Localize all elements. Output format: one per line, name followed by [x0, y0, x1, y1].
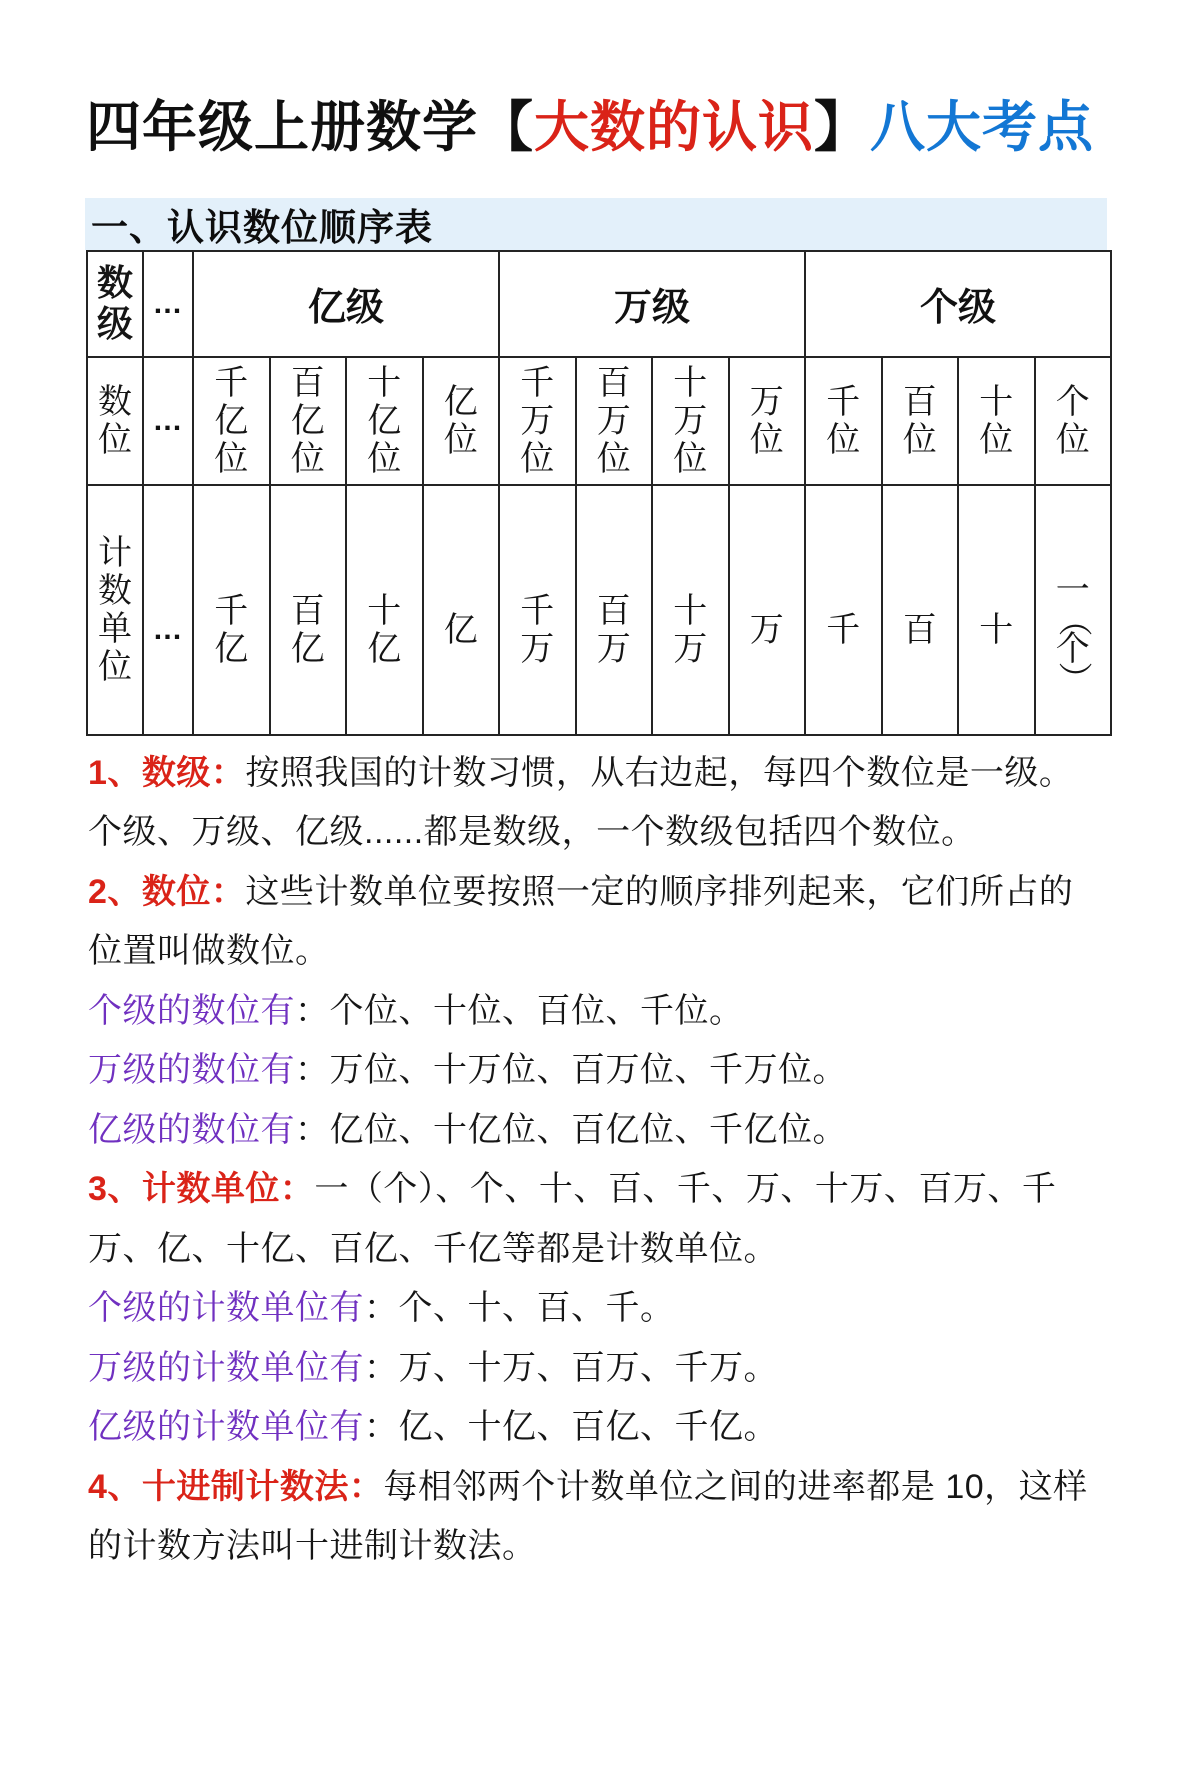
note-segment-normal: ：个、十、百、千。: [364, 1289, 675, 1328]
digit-place-cell: [1035, 357, 1112, 485]
vertical-text: 十 万 位: [673, 363, 708, 478]
vertical-text: 百 万: [596, 591, 631, 668]
note-segment-purple: 个级的计数单位有: [88, 1289, 364, 1328]
counting-unit-cell: [499, 485, 576, 735]
note-line: [88, 1101, 1118, 1161]
counting-unit-cell: [346, 485, 423, 735]
vertical-text: 十: [979, 610, 1014, 649]
digit-place-row: [87, 357, 1111, 485]
note-line: [88, 1458, 1118, 1518]
note-segment-red: 2、数位：: [88, 872, 246, 911]
vertical-text: 十 位: [979, 382, 1014, 459]
note-segment-normal: ：万位、十万位、百万位、千万位。: [295, 1051, 847, 1090]
note-segment-purple: 个级的数位有: [88, 991, 295, 1030]
section-heading: 一、认识数位顺序表: [91, 206, 433, 248]
counting-unit-cell: [193, 485, 270, 735]
note-line: [88, 922, 1118, 982]
note-line: [88, 1279, 1118, 1339]
section-heading-strip: [85, 198, 1107, 250]
vertical-text: 亿: [443, 610, 478, 649]
note-segment-normal: ：万、十万、百万、千万。: [364, 1348, 778, 1387]
unit-row-ellipsis: …: [143, 485, 193, 735]
note-segment-normal: ：亿、十亿、百亿、千亿。: [364, 1408, 778, 1447]
note-segment-purple: 万级的数位有: [88, 1051, 295, 1090]
note-segment-normal: 按照我国的计数习惯，从右边起，每四个数位是一级。: [245, 753, 1074, 792]
vertical-text: 万 位: [749, 382, 784, 459]
note-line: [88, 1398, 1118, 1458]
document-page: [0, 92, 1191, 1776]
vertical-text: 数 位: [98, 382, 132, 459]
vertical-text: 百: [902, 610, 937, 649]
vertical-text: 十 万: [673, 591, 708, 668]
digit-place-cell: [958, 357, 1035, 485]
counting-unit-cell: [1035, 485, 1112, 735]
note-segment-normal: 每相邻两个计数单位之间的进率都是 10，这样: [383, 1467, 1088, 1506]
note-segment-normal: ：个位、十位、百位、千位。: [295, 991, 744, 1030]
unit-row-label: [87, 485, 143, 735]
note-segment-purple: 亿级的数位有: [88, 1110, 295, 1149]
counting-unit-cell: [423, 485, 500, 735]
note-line: [88, 863, 1118, 923]
note-segment-normal: 万、亿、十亿、百亿、千亿等都是计数单位。: [88, 1229, 778, 1268]
note-line: [88, 803, 1118, 863]
vertical-text: 百 亿 位: [290, 363, 325, 478]
place-value-table: [86, 250, 1112, 736]
vertical-text: 计 数 单 位: [98, 533, 132, 686]
level-group-万级: [499, 251, 805, 357]
note-line: [88, 1517, 1118, 1577]
counting-unit-cell: [652, 485, 729, 735]
digit-place-cell: [346, 357, 423, 485]
counting-unit-cell: [729, 485, 806, 735]
digit-place-cell: [652, 357, 729, 485]
level-group-个级: [805, 251, 1111, 357]
title-segment: 四年级上册数学【: [86, 96, 535, 158]
vertical-text: 一 （ 个 ）: [1053, 570, 1092, 696]
level-row-ellipsis: …: [143, 251, 193, 357]
level-group-label: 万级: [614, 287, 691, 329]
level-group-label: 个级: [920, 287, 997, 329]
vertical-text: 千 亿 位: [214, 363, 249, 478]
note-line: [88, 1220, 1118, 1280]
counting-unit-row: [87, 485, 1111, 735]
vertical-text: 万: [749, 610, 784, 649]
digit-place-cell: [193, 357, 270, 485]
digit-place-cell: [423, 357, 500, 485]
note-segment-normal: 一（个）、个、十、百、千、万、十万、百万、千: [314, 1170, 1057, 1209]
vertical-text: 百 位: [902, 382, 937, 459]
vertical-text: 千 万: [520, 591, 555, 668]
note-line: [88, 744, 1118, 804]
vertical-text: 十 亿 位: [367, 363, 402, 478]
vertical-text: 千 万 位: [520, 363, 555, 478]
note-segment-normal: ：亿位、十亿位、百亿位、千亿位。: [295, 1110, 847, 1149]
vertical-text: 千: [826, 610, 861, 649]
note-segment-purple: 万级的计数单位有: [88, 1348, 364, 1387]
note-segment-red: 4、十进制计数法：: [88, 1467, 384, 1506]
level-row: [87, 251, 1111, 357]
note-segment-red: 1、数级：: [88, 753, 246, 792]
note-segment-normal: 位置叫做数位。: [88, 932, 330, 971]
vertical-text: 百 万 位: [596, 363, 631, 478]
vertical-text: 千 位: [826, 382, 861, 459]
digit-place-cell: [882, 357, 959, 485]
digit-row-label: [87, 357, 143, 485]
digit-place-cell: [805, 357, 882, 485]
note-line: [88, 1339, 1118, 1399]
title-segment: 八大考点: [870, 96, 1095, 158]
note-segment-purple: 亿级的计数单位有: [88, 1408, 364, 1447]
note-segment-normal: 个级、万级、亿级......都是数级，一个数级包括四个数位。: [88, 813, 976, 852]
note-line: [88, 1160, 1118, 1220]
page-title: [86, 92, 1191, 164]
counting-unit-cell: [882, 485, 959, 735]
level-group-亿级: [193, 251, 499, 357]
note-line: [88, 982, 1118, 1042]
vertical-text: 十 亿: [367, 591, 402, 668]
vertical-text: 数 级: [96, 262, 133, 344]
level-group-label: 亿级: [308, 287, 385, 329]
notes-section: [88, 744, 1118, 1577]
digit-place-cell: [499, 357, 576, 485]
note-line: [88, 1041, 1118, 1101]
vertical-text: 千 亿: [214, 591, 249, 668]
counting-unit-cell: [576, 485, 653, 735]
note-segment-red: 3、计数单位：: [88, 1170, 315, 1209]
digit-row-ellipsis: …: [143, 357, 193, 485]
digit-place-cell: [270, 357, 347, 485]
note-segment-normal: 这些计数单位要按照一定的顺序排列起来，它们所占的: [245, 872, 1074, 911]
title-segment: 】: [814, 96, 871, 158]
vertical-text: 个 位: [1055, 382, 1090, 459]
vertical-text: 百 亿: [290, 591, 325, 668]
title-segment: 大数的认识: [534, 96, 815, 158]
level-row-label: [87, 251, 143, 357]
place-value-table-body: [87, 251, 1111, 735]
counting-unit-cell: [958, 485, 1035, 735]
digit-place-cell: [576, 357, 653, 485]
counting-unit-cell: [805, 485, 882, 735]
note-segment-normal: 的计数方法叫十进制计数法。: [88, 1527, 537, 1566]
counting-unit-cell: [270, 485, 347, 735]
digit-place-cell: [729, 357, 806, 485]
vertical-text: 亿 位: [443, 382, 478, 459]
